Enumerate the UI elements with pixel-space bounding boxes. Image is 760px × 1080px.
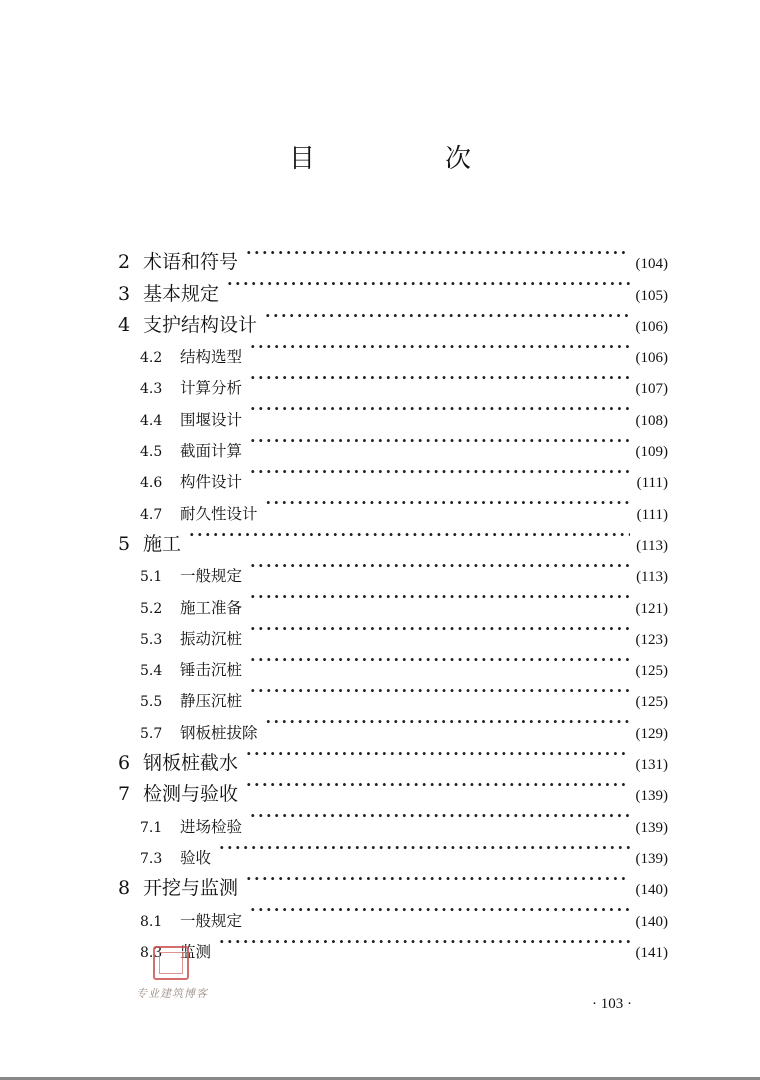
toc-entry-label: 施工准备	[180, 598, 243, 617]
toc-entry-label: 一般规定	[180, 911, 243, 930]
toc-entry-number: 5.7	[140, 725, 163, 742]
toc-entry-page: (106)	[635, 318, 668, 335]
toc-entry-page: (140)	[635, 882, 668, 899]
toc-entry-number: 5.2	[140, 600, 163, 617]
dot-leader	[250, 456, 631, 487]
toc-entry-page: (111)	[636, 475, 668, 492]
toc-entry-page: (121)	[635, 600, 668, 617]
toc-entry-page: (139)	[635, 788, 668, 805]
toc-entry-page: (111)	[636, 506, 668, 523]
dot-leader	[219, 926, 629, 957]
toc-entry-label: 监测	[180, 942, 212, 961]
toc-entry-page: (113)	[636, 569, 668, 586]
dot-leader	[250, 425, 629, 456]
toc-entry-label: 静压沉桩	[180, 692, 243, 711]
dot-leader	[250, 800, 629, 831]
dot-leader	[250, 362, 629, 393]
toc-entry-number: 7.1	[140, 819, 163, 836]
toc-entry-number: 8.3	[140, 944, 163, 961]
toc-entry-number: 4.7	[140, 506, 163, 523]
dot-leader	[250, 675, 629, 706]
toc-entry-label: 耐久性设计	[180, 504, 258, 523]
toc-entry-label: 计算分析	[180, 379, 243, 398]
toc-entry-label: 支护结构设计	[143, 313, 258, 336]
toc-entry-label: 施工	[143, 532, 182, 555]
toc-entry-label: 锤击沉桩	[180, 661, 243, 680]
toc-entry-page: (107)	[635, 381, 668, 398]
dot-leader	[246, 769, 629, 800]
dot-leader	[246, 863, 629, 894]
dot-leader	[227, 268, 629, 299]
toc-entry-page: (141)	[635, 944, 668, 961]
dot-leader	[250, 581, 629, 612]
toc-entry-label: 进场检验	[180, 817, 243, 836]
toc-entry-page: (129)	[635, 725, 668, 742]
dot-leader	[265, 300, 629, 331]
toc-entry-label: 钢板桩拔除	[180, 723, 258, 742]
page-number: · 103 ·	[592, 996, 632, 1012]
toc-entry-page: (123)	[635, 631, 668, 648]
toc-entry-number: 4.4	[140, 412, 163, 429]
toc-entry-page: (106)	[635, 350, 668, 367]
toc-entry	[118, 237, 668, 274]
toc-entry-page: (139)	[635, 819, 668, 836]
toc-entry	[118, 519, 668, 555]
toc-entry-number: 7	[118, 783, 131, 806]
toc-entry-page: (139)	[635, 850, 668, 867]
dot-leader	[246, 237, 629, 268]
toc-entry-number: 5	[118, 532, 131, 555]
dot-leader	[189, 519, 630, 550]
toc-entry-number: 6	[118, 752, 131, 775]
toc-entry-label: 开挖与监测	[143, 877, 239, 900]
toc-entry-page: (125)	[635, 694, 668, 711]
toc-entry-number: 4.3	[140, 381, 163, 398]
toc-entry-number: 2	[118, 251, 131, 274]
dot-leader	[250, 894, 629, 925]
page-title: 目 次	[288, 144, 523, 174]
toc-entry-page: (109)	[635, 444, 668, 461]
toc-entry-page: (140)	[635, 913, 668, 930]
table-of-contents	[118, 237, 668, 961]
toc-entry-label: 振动沉桩	[180, 629, 243, 648]
toc-entry-number: 5.3	[140, 631, 163, 648]
toc-entry-page: (131)	[635, 757, 668, 774]
dot-leader	[266, 706, 630, 737]
dot-leader	[250, 331, 629, 362]
toc-entry-page: (105)	[635, 287, 668, 304]
toc-entry-number: 7.3	[140, 850, 163, 867]
toc-entry-label: 验收	[180, 848, 212, 867]
dot-leader	[250, 550, 630, 581]
toc-entry-number: 5.5	[140, 694, 163, 711]
watermark-text: 专业建筑博客	[136, 987, 208, 1000]
toc-entry-label: 结构选型	[180, 348, 243, 367]
toc-entry-label: 一般规定	[180, 567, 243, 586]
dot-leader	[250, 644, 629, 675]
toc-entry-page: (125)	[635, 663, 668, 680]
seal-logo	[153, 946, 189, 980]
dot-leader	[266, 487, 631, 518]
toc-entry-label: 基本规定	[143, 282, 220, 305]
toc-entry-label: 检测与验收	[143, 783, 239, 806]
toc-entry-label: 围堰设计	[180, 410, 243, 429]
dot-leader	[250, 613, 629, 644]
toc-entry	[118, 550, 668, 586]
dot-leader	[250, 393, 629, 424]
toc-entry-label: 构件设计	[180, 473, 243, 492]
toc-entry-number: 4	[118, 313, 131, 336]
dot-leader	[246, 738, 629, 769]
toc-entry-page: (108)	[635, 412, 668, 429]
toc-entry-number: 8.1	[140, 913, 163, 930]
dot-leader	[219, 832, 629, 863]
toc-entry-page: (113)	[636, 537, 668, 554]
toc-entry-number: 5.1	[140, 569, 163, 586]
toc-entry-number: 3	[118, 282, 131, 305]
toc-entry-label: 术语和符号	[143, 251, 239, 274]
toc-entry-label: 截面计算	[180, 442, 243, 461]
toc-entry-number: 4.2	[140, 350, 163, 367]
toc-entry-label: 钢板桩截水	[143, 752, 239, 775]
toc-entry-page: (104)	[635, 256, 668, 273]
toc-entry-number: 4.5	[140, 444, 163, 461]
toc-entry-number: 8	[118, 877, 131, 900]
toc-entry-number: 4.6	[140, 475, 163, 492]
toc-entry-number: 5.4	[140, 663, 163, 680]
